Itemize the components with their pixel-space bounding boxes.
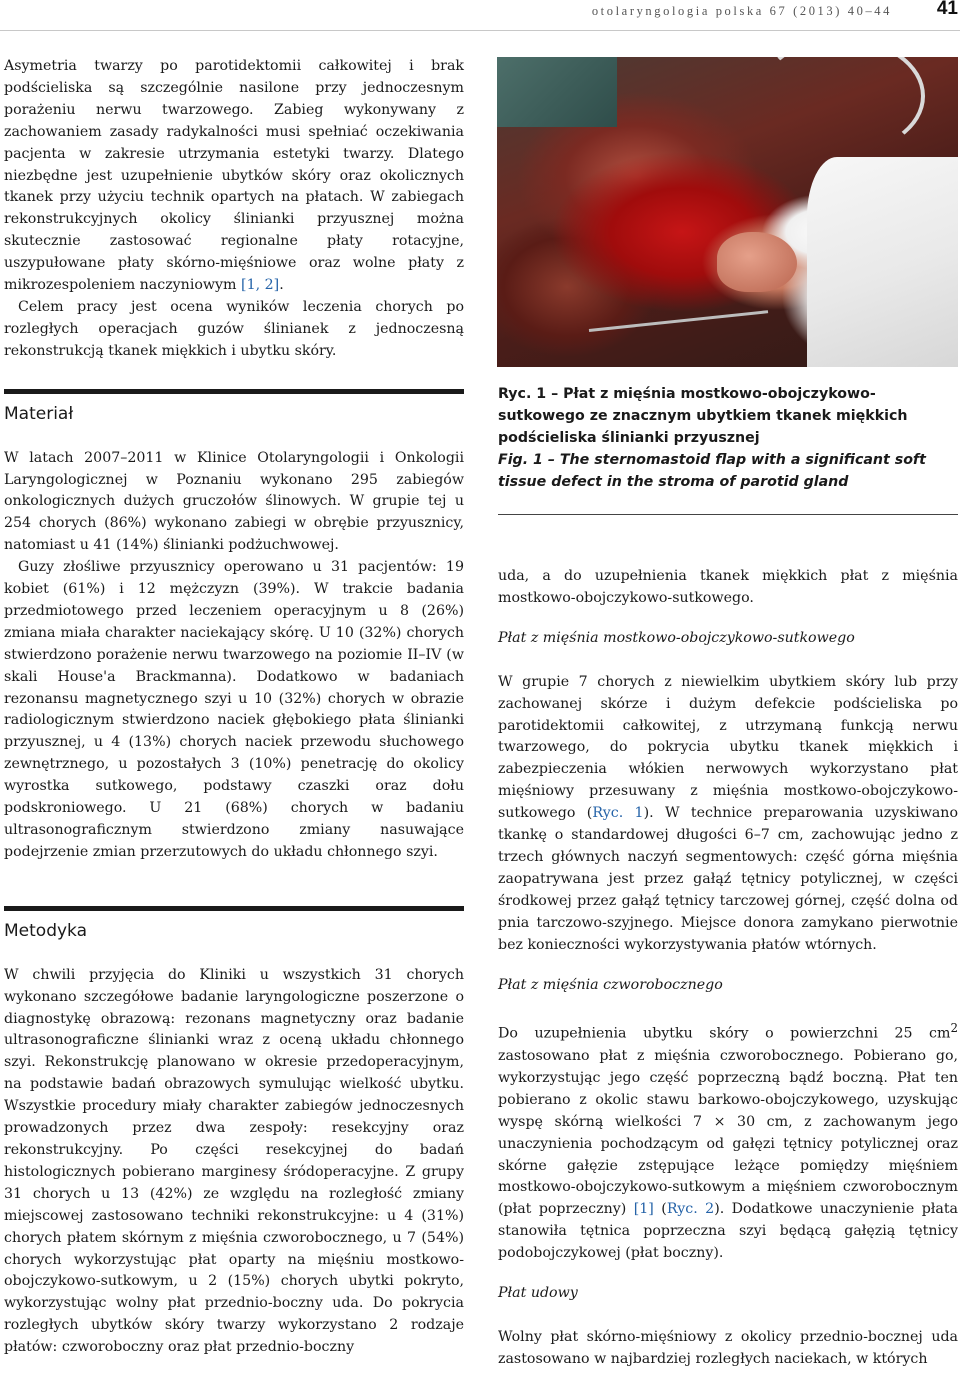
subsection-title-sternomastoid: Płat z mięśnia mostkowo-obojczykowo-sutkowego [498,629,855,646]
running-title: otolaryngologia polska 67 (2013) 40–44 [591,4,892,18]
page-number: 41 [936,0,958,19]
trapezius-paragraph: Do uzupełnienia ubytku skóry o powierzchni 25 $cm^2$ zastosowano płat z mięśnia czworobocznego. Pobierano go, wykorzystując jego część poprzeczną bądź boczną. Płat ten pobierano z okolic stawu barkowo-obojczykowego, uzyskując wyspę skórną wielkości 7 × 30 cm, z zachowanym jego unaczynienia pochodzącym od gałęzi tętnicy potylicznej oraz skórne gałęzie zstępujące leżące pomiędzy mięśniem mostkowo-obojczykowo-sutkowym a mięśniem czworobocznym (płat poprzeczny) [1] (Ryc. 2). Dodatkowe unaczynienie płata stanowiła tętnica poprzeczna szyi będącą gałęzią tętnicy podobojczykowej (płat boczny). [498,1021,958,1262]
running-header [0,0,960,31]
muscle-flap [717,232,797,292]
material-paragraph-2: Guzy złośliwe przyusznicy operowano u 31 pacjentów: 19 kobiet (61%) i 12 mężczyzn (39%). W trakcie badania przedmiotowego przed leczeniem operacyjnym u 8 (26%) zmiana miała charakter naciekający skórę. U 10 (32%) chorych stwierdzono porażenie nerwu twarzowego na poziomie II–IV (w skali House'a Brackmanna). Dodatkowo w badaniach rezonansu magnetycznego szyi u 10 (32%) chorych w obrazie radiologicznym stwierdzono naciek głębokiego płata ślinianki przyusznej, u 4 (13%) chorych naciek przewodu słuchowego zewnętrznego, u pozostałych 3 (10%) penetrację do okolicy wyrostka sutkowego, podstawy czaszki oraz dołu podskroniowego. U 21 (68%) chorych w badaniu ultrasonograficznym stwierdzono zmiany nasuwające podejrzenie zmian przerzutowych do układu chłonnego szyi. [4,559,464,860]
intro-paragraph-1: Asymetria twarzy po parotidektomii całkowitej i brak podścieliska są szczególnie nasilone przy jednoczesnym porażeniu nerwu twarzowego. Zabieg wykonywany z zachowaniem zasady radykalności musi spełniać oczekiwania pacjenta w zakresie utrzymania estetyki twarzy. Dlatego niezbędne jest uzupełnienie ubytków skóry oraz okolicznych tkanek przy użyciu technik opartych na płatach. W zabiegach rekonstrukcyjnych okolicy ślinianki przyusznej można skutecznie zastosować regionalne płaty rotacyjne, uszypułowane płaty skórno-mięśniowe oraz wolne płaty z mikrozespoleniem naczyniowym [1, 2]. [4,58,464,294]
surgical-drape [497,57,617,127]
figure-link[interactable]: Ryc. 1 [592,805,644,822]
section-rule [4,906,464,911]
material-paragraph-1: W latach 2007–2011 w Klinice Otolaryngologii i Onkologii Laryngologicznej w Poznaniu wykonano 295 zabiegów onkologicznych dużych gruczołów ślinowych. W grupie tej u 254 chorych (86%) wykonano zabiegi w obrębie przyusznicy, natomiast u 41 (14%) ślinianki podżuchwowej. [4,449,464,554]
section-title-methods: Metodyka [4,920,88,941]
methods-paragraph-1: W chwili przyjęcia do Kliniki u wszystkich 31 chorych wykonano szczegółowe badanie laryngologiczne poszerzone o diagnostykę obrazową: rezonans magnetyczny oraz badanie ultrasonograficzne ślinianki wraz z oceną układu chłonnego szyi. Rekonstrukcję planowano w okresie przedoperacyjnym, na podstawie badań obrazowych symulując wielkość ubytku. Wszystkie procedury miały charakter zabiegów jednoczesnych prowadzonych przez dwa zespoły: resekcyjny oraz rekonstrukcyjny. Po części resekcyjnej do badań histologicznych pobierano marginesy śródoperacyjne. Z grupy 31 chorych u 13 (42%) ze względu na rozległość zmiany miejscowej zastosowano techniki rekonstrukcyjne: u 4 (31%) chorych płatem skórnym z mięśnia czworobocznego, u 7 (54%) chorych wykorzystując płat oparty na mięśniu mostkowo-obojczykowo-sutkowym, u 2 (15%) chorych ubytki pokryto, wykorzystując wolny płat przednio-boczny uda. Do pokrycia rozległych ubytków skóry twarzy wykorzystano 2 rodzaje płatów: czworoboczny oraz płat przednio-boczny [4,966,464,1356]
section-rule [4,389,464,394]
citation-link[interactable]: [1] [633,1201,654,1218]
caption-rule [498,514,958,515]
sternomastoid-paragraph: W grupie 7 chorych z niewielkim ubytkiem skóry lub przy zachowanej skórze i dużym defekcie podścieliska po parotidektomii całkowitej, z utrzymaną funkcją nerwu twarzowego, do pokrycia ubytku tkanek miękkich i zabezpieczenia włókien nerwowych wykorzystano płat mięśniowy przesuwany z mięśnia mostkowo-obojczykowo-sutkowego (Ryc. 1). W technice preparowania uzyskiwano tkankę o standardowej długości 6–7 cm, zachowując jedno z trzech głównych naczyń segmentowych: część górna mięśnia zaopatrywana jest przez gałąź tętnicy potylicznej, w części środkowej przez gałąź tętnicy tarczowej górnej, część dolna od pnia tarczowo-szyjnego. Miejsce donora zamykano pierwotnie bez konieczności wykorzystywania płatów wtórnych. [498,673,958,953]
intro-paragraph-2: Celem pracy jest ocena wyników leczenia chorych po rozległych operacjach guzów ślinianek z jednoczesną rekonstrukcją tkanek miękkich i ubytku skóry. [4,298,464,359]
left-column [4,56,464,1359]
surgical-photo [497,57,958,367]
gauze [807,157,958,367]
subsection-title-trapezius: Płat z mięśnia czworobocznego [498,976,723,993]
figure-caption [498,384,958,494]
citation-link[interactable]: [1, 2] [241,277,280,294]
thigh-paragraph: Wolny płat skórno-mięśniowy z okolicy przednio-bocznej uda zastosowano w najbardziej rozległych naciekach, w których [498,1329,958,1367]
surgical-instrument [589,310,768,332]
figure-link[interactable]: Ryc. 2 [666,1201,715,1218]
caption-english: Fig. 1 – The sternomastoid flap with a significant soft tissue defect in the stroma of parotid gland [498,451,926,490]
section-title-material: Materiał [4,403,74,424]
continuation-paragraph: uda, a do uzupełnienia tkanek miękkich płat z mięśnia mostkowo-obojczykowo-sutkowego. [498,568,958,606]
suction-tube [757,57,925,155]
caption-polish: Ryc. 1 – Płat z mięśnia mostkowo-obojczykowo-sutkowego ze znacznym ubytkiem tkanek miękkich podścieliska ślinianki przyusznej [498,386,908,446]
subsection-title-thigh: Płat udowy [498,1285,578,1302]
superscript: 2 [950,1021,958,1036]
right-column [498,566,958,1371]
